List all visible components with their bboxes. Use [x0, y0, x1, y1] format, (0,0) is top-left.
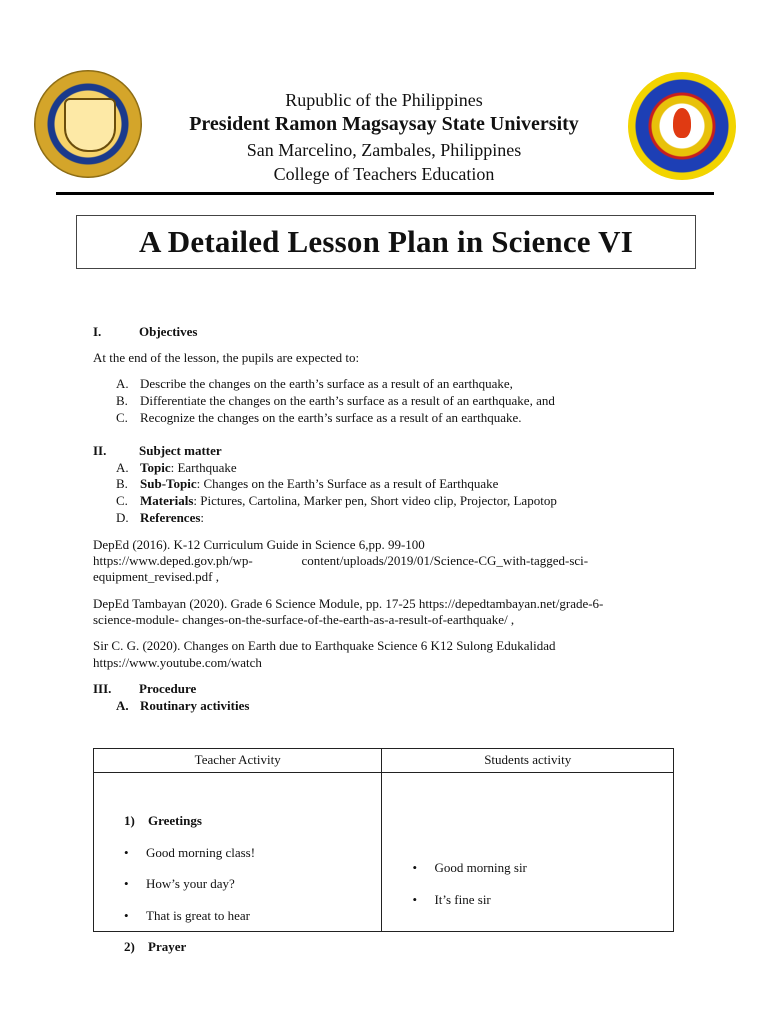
header-university: President Ramon Magsaysay State University [189, 113, 579, 135]
procedure-sub-heading: A. Routinary activities [116, 698, 250, 713]
column-header-students: Students activity [382, 749, 674, 773]
reference-line: science-module- changes-on-the-surface-of-the-earth-as-a-result-of-earthquake/ , [93, 612, 515, 627]
section-objectives-heading [93, 324, 197, 340]
teacher-activity-cell [94, 773, 382, 954]
section-procedure-heading [93, 681, 196, 697]
section-title: Procedure [139, 681, 197, 696]
section-subject-matter-heading [93, 443, 222, 459]
section-numeral: II. [93, 443, 107, 458]
reference-line: DepEd Tambayan (2020). Grade 6 Science Module, pp. 17-25 https://depedtambayan.net/grade-6- [93, 596, 604, 611]
section-title: Subject matter [139, 443, 222, 458]
header-college: College of Teachers Education [273, 164, 495, 184]
bullet-icon: • [124, 876, 129, 891]
bullet-icon: • [412, 892, 417, 907]
section-title: Objectives [139, 324, 198, 339]
section-numeral: I. [93, 324, 102, 339]
header-country: Rupublic of the Philippines [285, 90, 483, 110]
activity-table [93, 748, 674, 954]
subject-item-subtopic: B. Sub-Topic: Changes on the Earth’s Surface as a result of Earthquake [116, 476, 499, 491]
student-line: • It’s fine sir [412, 892, 491, 907]
reference-link: https://www.deped.gov.ph/wp- content/uploads/2019/01/Science-CG_with-tagged-sci- [93, 553, 589, 568]
subject-item-materials: C. Materials: Pictures, Cartolina, Marker pen, Short video clip, Projector, Lapotop [116, 493, 557, 508]
reference-line: Sir C. G. (2020). Changes on Earth due to Earthquake Science 6 K12 Sulong Edukalidad [93, 638, 556, 653]
reference-line: DepEd (2016). K-12 Curriculum Guide in Science 6,pp. 99-100 [93, 537, 425, 552]
teacher-line: • Good morning class! [124, 845, 256, 860]
teacher-line: • That is great to hear [124, 908, 250, 923]
subject-item-topic: A. Topic: Earthquake [116, 460, 237, 475]
reference-line: equipment_revised.pdf , [93, 569, 219, 584]
bullet-icon: • [124, 908, 129, 923]
bullet-icon: • [412, 860, 417, 875]
header-address: San Marcelino, Zambales, Philippines [246, 140, 522, 160]
objectives-intro: At the end of the lesson, the pupils are expected to: [93, 350, 360, 365]
student-line: • Good morning sir [412, 860, 527, 875]
objective-item: C. Recognize the changes on the earth’s surface as a result of an earthquake. [116, 410, 522, 425]
subject-item-references: D. References: [116, 510, 205, 525]
column-header-teacher: Teacher Activity [94, 749, 382, 773]
prayer-heading: 2) Prayer [124, 939, 187, 954]
objective-item: B. Differentiate the changes on the earth’s surface as a result of an earthquake, and [116, 393, 555, 408]
bullet-icon: • [124, 845, 129, 860]
header-divider [56, 192, 714, 195]
students-activity-cell [382, 773, 674, 932]
section-numeral: III. [93, 681, 112, 696]
objective-item: A. Describe the changes on the earth’s surface as a result of an earthquake, [116, 376, 513, 391]
reference-link: https://www.youtube.com/watch [93, 655, 262, 670]
table-row [94, 773, 674, 932]
document-title: A Detailed Lesson Plan in Science VI [76, 215, 696, 269]
greetings-heading: 1) Greetings [124, 813, 202, 828]
table-header-row [94, 749, 674, 773]
teacher-line: • How’s your day? [124, 876, 235, 891]
